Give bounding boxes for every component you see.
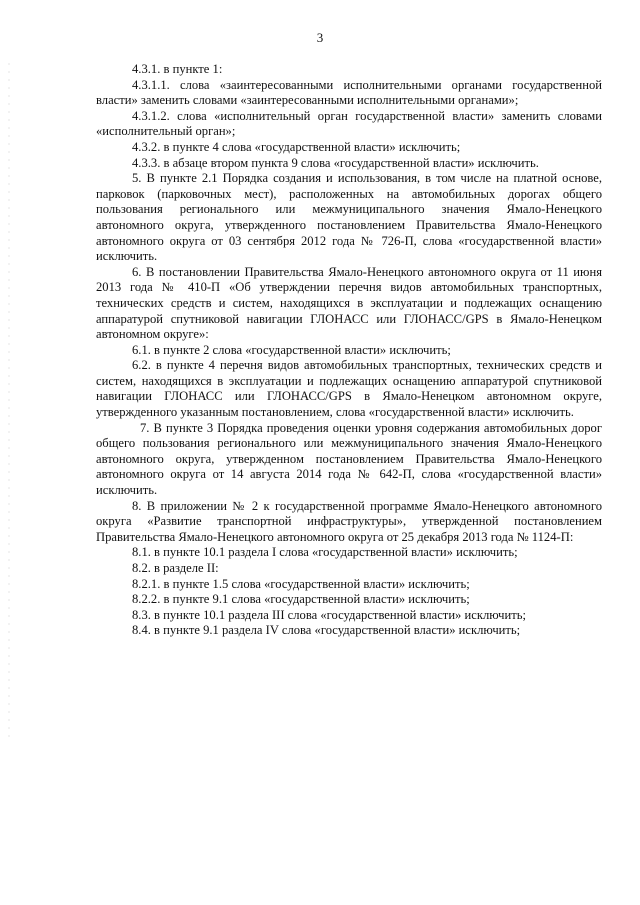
paragraph-8-2-1: 8.2.1. в пункте 1.5 слова «государственной власти» исключить; bbox=[132, 576, 470, 591]
scan-margin-artifact bbox=[8, 60, 10, 740]
paragraph-8: 8. В приложении № 2 к государственной программе Ямало-Ненецкого автономного округа «Развитие транспортной инфраструктуры», утвержденной постановлением Правительства Ямало-Ненецкого автономного округа от 25 декабря 2013 года № 1124-П: bbox=[96, 498, 602, 544]
paragraph-4-3-1-2: 4.3.1.2. слова «исполнительный орган государственной власти» заменить словами «исполнительный орган»; bbox=[96, 108, 602, 139]
document-body bbox=[96, 62, 602, 639]
paragraph-6-1: 6.1. в пункте 2 слова «государственной власти» исключить; bbox=[132, 342, 451, 357]
paragraph-6: 6. В постановлении Правительства Ямало-Ненецкого автономного округа от 11 июня 2013 года № 410-П «Об утверждении перечня видов автомобильных транспортных, технических средств и систем, находящихся в эксплуатации и подлежащих оснащению аппаратурой спутниковой навигации ГЛОНАСС или ГЛОНАСС/GPS в Ямало-Ненецком автономном округе»: bbox=[96, 264, 602, 342]
page-number: 3 bbox=[316, 30, 324, 45]
paragraph-4-3-1: 4.3.1. в пункте 1: bbox=[132, 62, 223, 76]
paragraph-4-3-2: 4.3.2. в пункте 4 слова «государственной власти» исключить; bbox=[132, 139, 461, 154]
paragraph-8-2-2: 8.2.2. в пункте 9.1 слова «государственной власти» исключить; bbox=[132, 592, 470, 607]
paragraph-8-3: 8.3. в пункте 10.1 раздела III слова «государственной власти» исключить; bbox=[132, 607, 526, 622]
paragraph-8-1: 8.1. в пункте 10.1 раздела I слова «государственной власти» исключить; bbox=[132, 545, 518, 560]
paragraph-4-3-1-1: 4.3.1.1. слова «заинтересованными исполнительными органами государственной власти» заменить словами «заинтересованными исполнительными органами»; bbox=[96, 77, 602, 108]
paragraph-6-2: 6.2. в пункте 4 перечня видов автомобильных транспортных, технических средств и систем, находящихся в эксплуатации и подлежащих оснащению аппаратурой спутниковой навигации ГЛОНАСС или ГЛОНАСС/GPS в Ямало-Ненецком автономном округе, утвержденного указанным постановлением, слова «государственной власти» исключить. bbox=[96, 358, 602, 420]
paragraph-8-2: 8.2. в разделе II: bbox=[132, 561, 219, 575]
paragraph-5: 5. В пункте 2.1 Порядка создания и использования, в том числе на платной основе, парковок (парковочных мест), расположенных на автомобильных дорогах общего пользования регионального или межмуниципального значения Ямало-Ненецкого автономного округа, утвержденного постановлением Правительства Ямало-Ненецкого автономного округа от 03 сентября 2012 года № 726-П, слова «государственной власти» исключить. bbox=[96, 171, 602, 264]
paragraph-4-3-3: 4.3.3. в абзаце втором пункта 9 слова «государственной власти» исключить. bbox=[132, 155, 539, 170]
paragraph-8-4: 8.4. в пункте 9.1 раздела IV слова «государственной власти» исключить; bbox=[132, 623, 521, 638]
paragraph-7: 7. В пункте 3 Порядка проведения оценки уровня содержания автомобильных дорог общего пользования регионального или межмуниципального значения Ямало-Ненецкого автономного округа, утвержденном постановлением Правительства Ямало-Ненецкого автономного округа от 14 августа 2014 года № 642-П, слова «государственной власти» исключить. bbox=[96, 420, 602, 498]
